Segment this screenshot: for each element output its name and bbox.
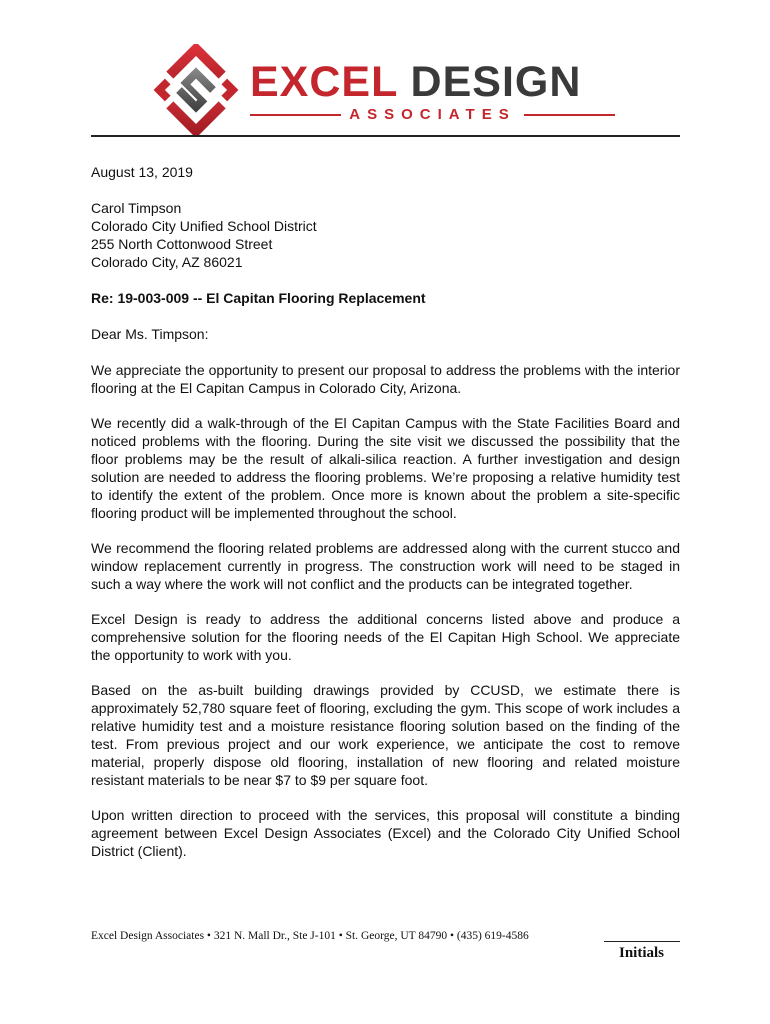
brand-subtitle (250, 106, 615, 123)
letter-body (91, 163, 680, 877)
recipient-address (91, 199, 680, 271)
recipient-street: 255 North Cottonwood Street (91, 236, 273, 252)
recipient-org: Colorado City Unified School District (91, 218, 317, 234)
body-paragraph: We recommend the flooring related problems are addressed along with the current stucco and window replacement currently in progress. The construction work will need to be staged in such a way where the work will not conflict and the products can be integrated together. (91, 540, 680, 592)
recipient-name: Carol Timpson (91, 200, 182, 216)
company-logo-text (250, 60, 620, 123)
body-paragraph: Upon written direction to proceed with the services, this proposal will constitute a binding agreement between Excel Design Associates (Excel) and the Colorado City Unified School District (Client). (91, 807, 680, 859)
brand-word-design: DESIGN (410, 58, 582, 106)
brand-subtitle-line-left (250, 114, 341, 116)
initials-label: Initials (619, 945, 665, 961)
body-paragraph: Excel Design is ready to address the additional concerns listed above and produce a comprehensive solution for the flooring needs of the El Capitan High School. We appreciate the opportunity to work with you. (91, 611, 680, 663)
company-logo-mark (152, 44, 240, 136)
brand-word-excel: EXCEL (250, 58, 398, 106)
subject-line: Re: 19-003-009 -- El Capitan Flooring Replacement (91, 290, 426, 306)
letter-date: August 13, 2019 (91, 164, 193, 180)
brand-subtitle-line-right (524, 114, 615, 116)
body-paragraph: Based on the as-built building drawings provided by CCUSD, we estimate there is approximately 52,780 square feet of flooring, excluding the gym. This scope of work includes a relative humidity test and a moisture resistance flooring solution based on the finding of the test. From previous project and our work experience, we anticipate the cost to remove material, properly dispose old flooring, installation of new flooring and related moisture resistant materials to be near $7 to $9 per square foot. (91, 682, 680, 788)
brand-subtitle-text: ASSOCIATES (349, 106, 516, 123)
salutation: Dear Ms. Timpson: (91, 326, 209, 342)
footer-address: Excel Design Associates • 321 N. Mall Dr., Ste J-101 • St. George, UT 84790 • (435) 619-4586 (91, 930, 529, 942)
letterhead-divider (91, 135, 680, 137)
initials-signature-line (604, 941, 680, 942)
body-paragraph: We recently did a walk-through of the El Capitan Campus with the State Facilities Board and noticed problems with the flooring. During the site visit we discussed the possibility that the floor problems may be the result of alkali-silica reaction. A further investigation and design solution are needed to address the flooring problems. We’re proposing a relative humidity test to identify the extent of the problem. Once more is known about the problem a site-specific flooring product will be implemented throughout the school. (91, 415, 680, 521)
recipient-city: Colorado City, AZ 86021 (91, 254, 243, 270)
brand-name (250, 60, 620, 104)
body-paragraph: We appreciate the opportunity to present our proposal to address the problems with the interior flooring at the El Capitan Campus in Colorado City, Arizona. (91, 362, 680, 396)
